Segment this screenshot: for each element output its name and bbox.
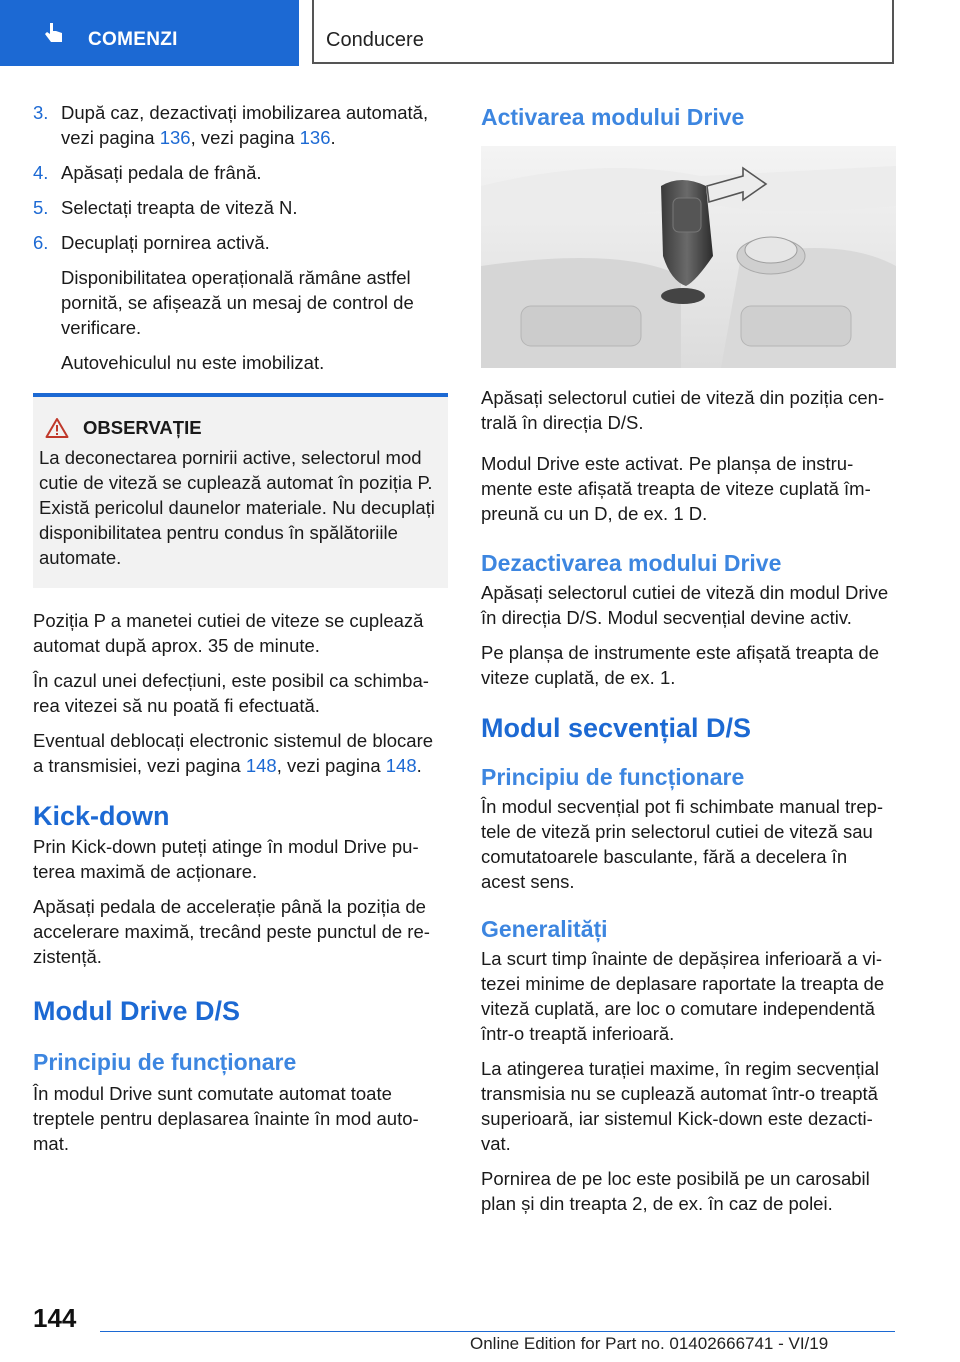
paragraph: Pe planșa de instrumente este afișată treapta de viteze cuplată, de ex. 1.: [481, 642, 880, 688]
chapter-header: [312, 0, 894, 64]
paragraph-text: Eventual deblocați electronic sistemul de blocare a transmisiei, vezi pagina: [33, 730, 434, 776]
heading-kick-down: Kick-down: [33, 801, 170, 831]
paragraph: Apăsați pedala de accelerație până la poziția de accelerare maximă, trecând peste punctul de rezistență.: [33, 896, 430, 967]
paragraph: În cazul unei defecțiuni, este posibil ca schimbarea vitezei să nu poată fi efectuată.: [33, 670, 429, 716]
heading-modul-secvential: Modul secvențial D/S: [481, 713, 752, 743]
step-number: 4.: [33, 162, 49, 183]
hand-pointer-icon: [40, 20, 68, 48]
right-column: [481, 100, 896, 1226]
subheading-generalitati: Generalități: [481, 916, 608, 942]
page-link[interactable]: 148: [245, 755, 277, 776]
section-tab-comenzi[interactable]: [0, 0, 299, 66]
notice-text: La deconectarea pornirii active, selectorul mod cutie de viteză se cuplează automat în poziția P. Există pericolul daunelor materiale. Nu decuplați disponibilitatea pentru condus în spălătoriile automate.: [39, 447, 435, 568]
notice-title: [33, 417, 448, 439]
step-text: După caz, dezactivați imobilizarea automată, vezi pagina: [61, 102, 429, 148]
left-column: [33, 100, 448, 1166]
step-item: [33, 230, 448, 255]
section-tab-label: COMENZI: [88, 29, 178, 50]
step-item: [33, 100, 448, 150]
subheading-dezactivare: Dezactivarea modului Drive: [481, 550, 782, 576]
step-number: 5.: [33, 197, 49, 218]
step-note: Disponibilitatea operațională rămâne astfel pornită, se afișează un mesaj de control de verificare.: [61, 267, 414, 338]
step-number: 6.: [33, 232, 49, 253]
subheading-activare: Activarea modului Drive: [481, 104, 745, 130]
step-text: Decuplați pornirea activă.: [61, 232, 270, 253]
step-text: , vezi pagina: [190, 127, 300, 148]
paragraph: La scurt timp înainte de depășirea inferioară a vitezei minime de deplasare raportate la treapta de viteză cuplată, are loc o comutare independentă într-o treaptă inferioară.: [481, 948, 885, 1044]
paragraph: Modul Drive este activat. Pe planșa de instrumente este afișată treapta de viteze cuplată împreună cu un D, de ex. 1 D.: [481, 453, 871, 524]
footer-divider: [100, 1331, 895, 1332]
gear-selector-illustration: [481, 146, 896, 368]
subheading-principiu: Principiu de funcționare: [481, 764, 745, 790]
paragraph-text: , vezi pagina: [276, 755, 386, 776]
page-number: 144: [33, 1303, 77, 1333]
notice-box: [33, 393, 448, 588]
paragraph: [33, 728, 448, 778]
chapter-title: Conducere: [326, 29, 424, 51]
step-text: .: [330, 127, 336, 148]
step-item: [33, 160, 448, 185]
figure-caption: Apăsați selectorul cutiei de viteză din poziția centrală în direcția D/S.: [481, 387, 885, 433]
paragraph: Apăsați selectorul cutiei de viteză din modul Drive în direcția D/S. Modul secvențial devine activ.: [481, 582, 889, 628]
step-note: Autovehiculul nu este imobilizat.: [61, 352, 325, 373]
step-text: Apăsați pedala de frână.: [61, 162, 262, 183]
paragraph: Poziția P a manetei cutiei de viteze se cuplează automat după aprox. 35 de minute.: [33, 610, 424, 656]
step-number: 3.: [33, 102, 49, 123]
page-link[interactable]: 148: [385, 755, 417, 776]
paragraph: La atingerea turației maxime, în regim secvențial transmisia nu se cuplează automat într-o treaptă superioară, iar sistemul Kick-down este dezactivat.: [481, 1058, 879, 1154]
paragraph: Prin Kick-down puteți atinge în modul Drive puterea maximă de acționare.: [33, 836, 419, 882]
subheading-principiu: Principiu de funcționare: [33, 1049, 297, 1075]
notice-title-text: OBSERVAȚIE: [83, 417, 202, 438]
step-item: [33, 195, 448, 220]
heading-modul-drive: Modul Drive D/S: [33, 996, 241, 1026]
footer-edition: Online Edition for Part no. 01402666741 - VI/19: [470, 1334, 829, 1353]
page-link[interactable]: 136: [159, 127, 191, 148]
paragraph: Pornirea de pe loc este posibilă pe un carosabil plan și din treapta 2, de ex. în caz de polei.: [481, 1168, 870, 1214]
paragraph: În modul Drive sunt comutate automat toate treptele pentru deplasarea înainte în mod automat.: [33, 1083, 419, 1154]
page-link[interactable]: 136: [299, 127, 331, 148]
warning-icon: [45, 417, 69, 439]
paragraph-text: .: [416, 755, 422, 776]
step-text: Selectați treapta de viteză N.: [61, 197, 298, 218]
paragraph: În modul secvențial pot fi schimbate manual treptele de viteză prin selectorul cutiei de viteză sau comutatoarele basculante, fără a decelera în acest sens.: [481, 796, 884, 892]
